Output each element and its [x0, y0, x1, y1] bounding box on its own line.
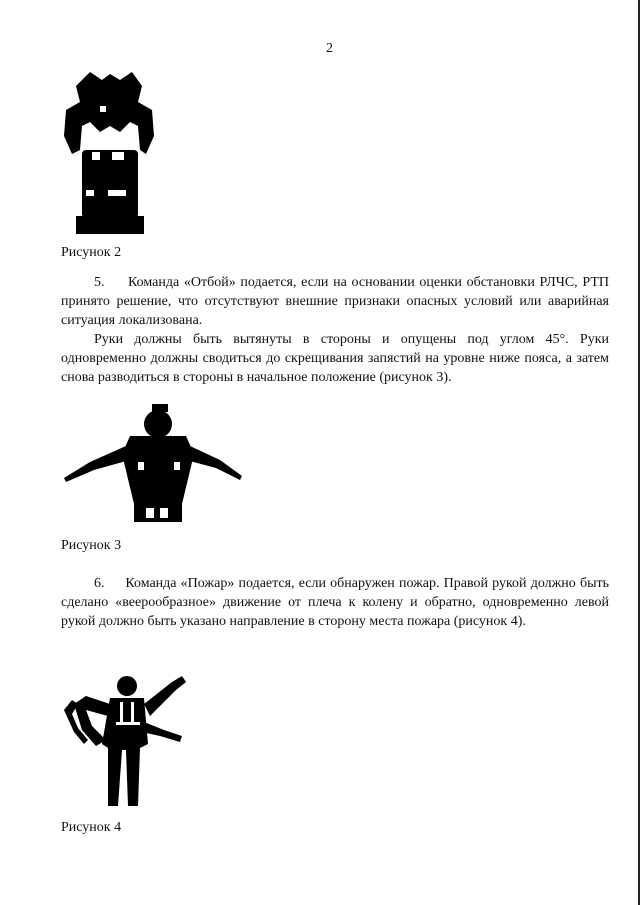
figure-3-image [60, 404, 246, 528]
paragraph-6-command-pozhar: 6. Команда «Пожар» подается, если обнаружен пожар. Правой рукой должно быть сделано «веерообразное» движение от плеча к колену и обратно, одновременно левой рукой должно быть указано направление в сторону места пожара (рисунок 4). [61, 576, 609, 629]
figure-2-image [60, 66, 160, 238]
figure-4-image [60, 670, 190, 810]
paragraph-5-arms-description: Руки должны быть вытянуты в стороны и опущены под углом 45°. Руки одновременно должны сводиться до скрещивания запястий на уровне ниже пояса, а затем снова разводиться в стороны в начальное положение (рисунок 3). [61, 332, 609, 385]
figure-4-caption: Рисунок 4 [61, 820, 122, 835]
page-number: 2 [326, 41, 333, 56]
figure-3-caption: Рисунок 3 [61, 538, 122, 553]
figure-2-caption: Рисунок 2 [61, 245, 122, 260]
paragraph-5-command-otboy: 5. Команда «Отбой» подается, если на основании оценки обстановки РЛЧС, РТП принято решение, что отсутствуют внешние признаки опасных условий или аварийная ситуация локализована. [61, 275, 609, 328]
